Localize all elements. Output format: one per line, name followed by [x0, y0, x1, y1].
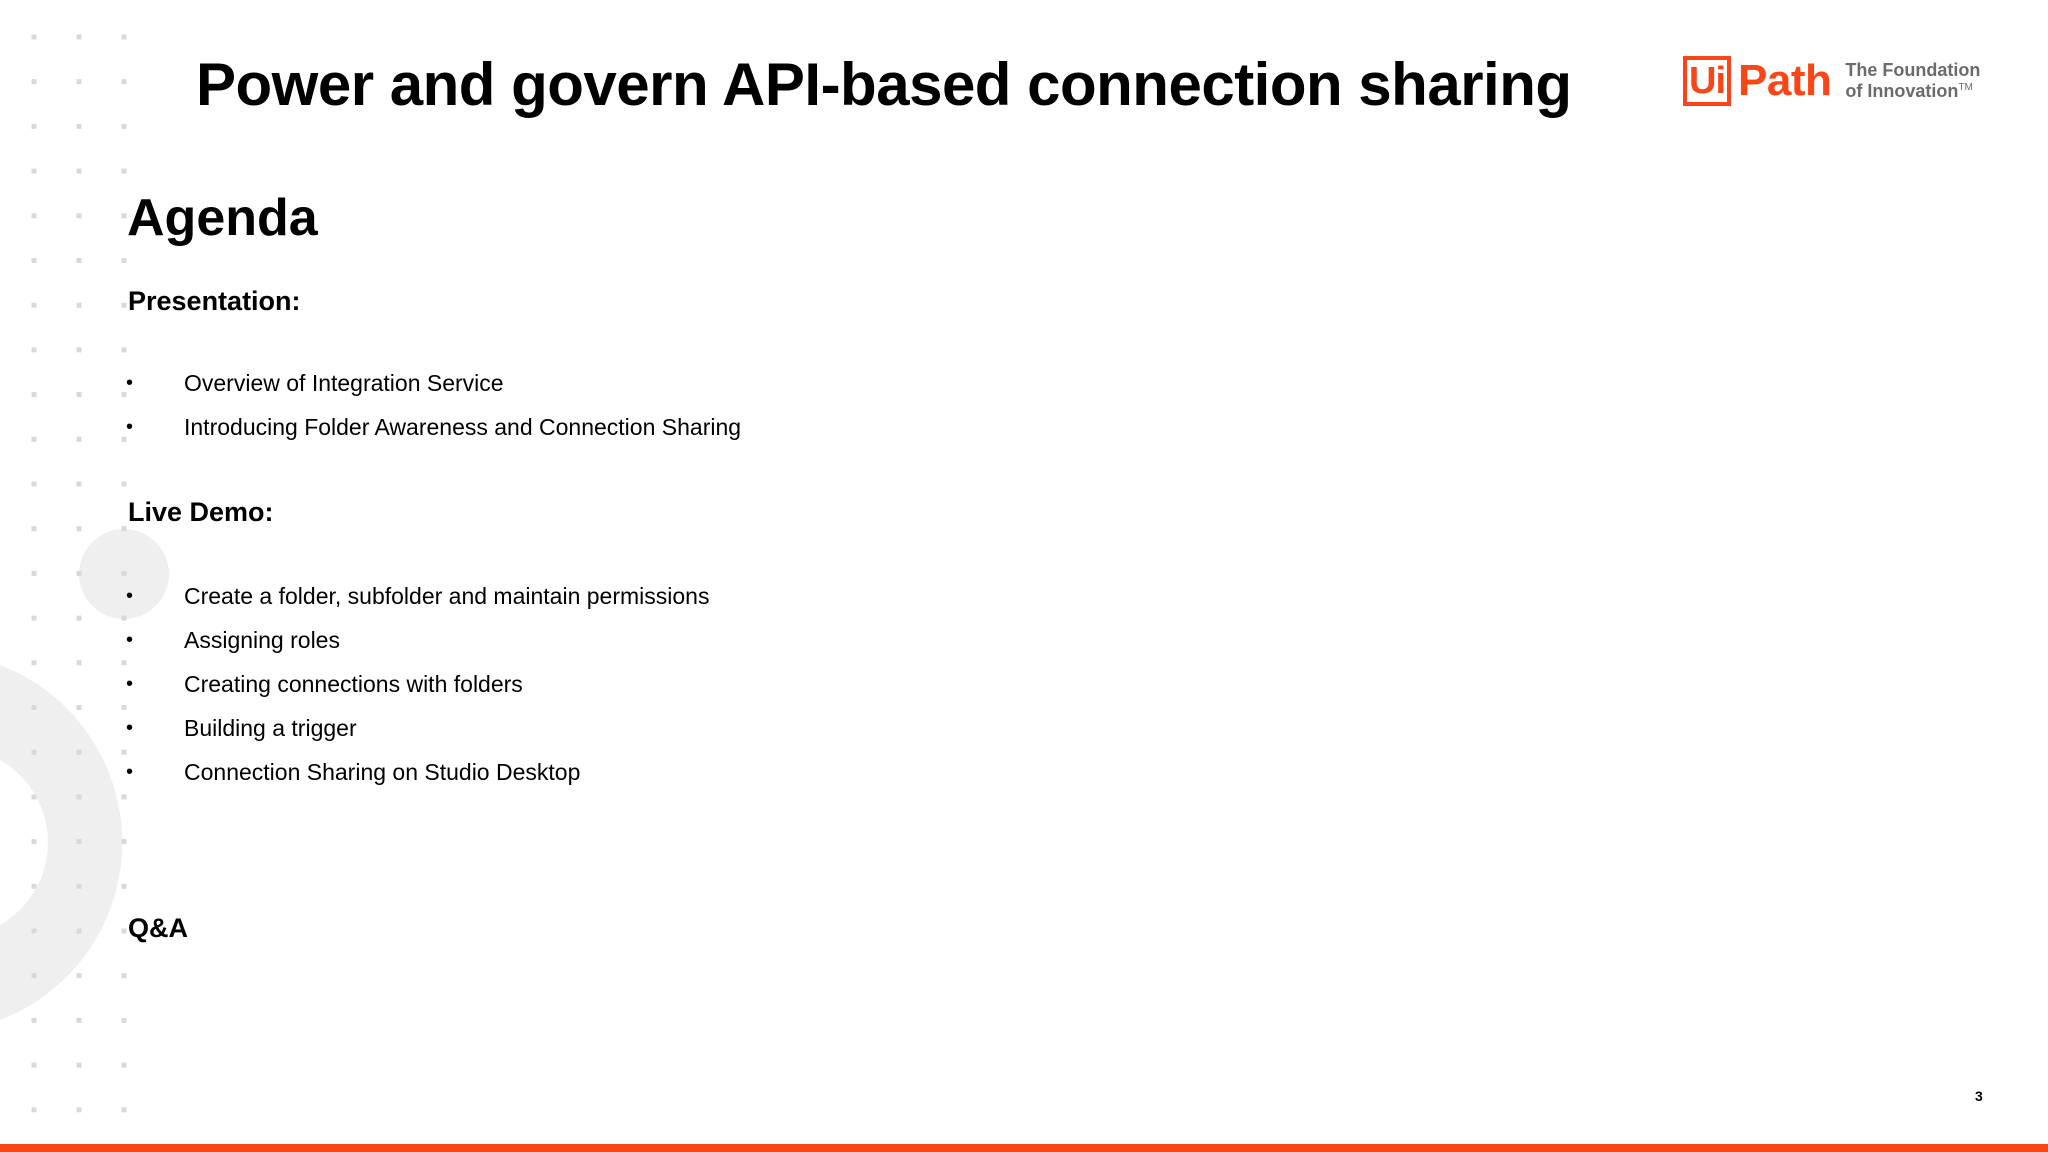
grid-dot [32, 929, 37, 934]
grid-dot [77, 437, 82, 442]
grid-dot [122, 213, 127, 218]
bullet-icon: • [126, 760, 134, 783]
grid-dot [77, 705, 82, 710]
logo-ui-box: Ui [1683, 56, 1731, 106]
grid-dot [77, 1063, 82, 1068]
grid-dot [77, 213, 82, 218]
grid-dot [77, 884, 82, 889]
list-item [126, 574, 709, 618]
grid-dot [32, 124, 37, 129]
grid-dot [122, 794, 127, 799]
logo-tagline-line1: The Foundation [1845, 60, 1981, 80]
logo-tagline [1845, 62, 1980, 100]
grid-dot [122, 929, 127, 934]
qa-label: Q&A [128, 913, 188, 943]
list-item [126, 662, 709, 706]
grid-dot [32, 169, 37, 174]
presentation-list [126, 361, 741, 449]
bullet-icon: • [126, 415, 134, 438]
list-item-text: Connection Sharing on Studio Desktop [184, 758, 581, 785]
list-item [126, 405, 741, 449]
bullet-icon: • [126, 672, 134, 695]
grid-dot [122, 482, 127, 487]
grid-dot [77, 660, 82, 665]
live-demo-label: Live Demo: [128, 497, 274, 527]
list-item [126, 750, 709, 794]
grid-dot [77, 79, 82, 84]
grid-dot [77, 750, 82, 755]
grid-dot [77, 482, 82, 487]
grid-dot [77, 794, 82, 799]
grid-dot [32, 347, 37, 352]
grid-dot [122, 35, 127, 40]
page-number: 3 [1975, 1088, 1983, 1104]
trademark-mark: TM [1958, 82, 1973, 93]
grid-dot [122, 1063, 127, 1068]
grid-dot [77, 1018, 82, 1023]
list-item-text: Overview of Integration Service [184, 369, 504, 396]
grid-dot [77, 526, 82, 531]
grid-dot [122, 884, 127, 889]
grid-dot [122, 79, 127, 84]
grid-dot [32, 35, 37, 40]
grid-dot [77, 571, 82, 576]
grid-dot [122, 1018, 127, 1023]
grid-dot [32, 616, 37, 621]
list-item-text: Building a trigger [184, 714, 357, 741]
grid-dot [122, 1107, 127, 1112]
grid-dot [32, 1063, 37, 1068]
grid-dot [32, 794, 37, 799]
grid-dot [122, 169, 127, 174]
bottom-accent-bar [0, 1144, 2048, 1152]
list-item-text: Assigning roles [184, 626, 340, 653]
grid-dot [122, 839, 127, 844]
grid-dot [122, 303, 127, 308]
grid-dot [32, 303, 37, 308]
grid-dot [77, 973, 82, 978]
grid-dot [122, 124, 127, 129]
list-item-text: Creating connections with folders [184, 670, 523, 697]
grid-dot [32, 79, 37, 84]
bullet-icon: • [126, 584, 134, 607]
grid-dot [77, 929, 82, 934]
grid-dot [32, 258, 37, 263]
grid-dot [32, 571, 37, 576]
grid-dot [122, 347, 127, 352]
grid-dot [32, 437, 37, 442]
grid-dot [77, 169, 82, 174]
grid-dot [32, 973, 37, 978]
grid-dot [32, 660, 37, 665]
bullet-icon: • [126, 716, 134, 739]
grid-dot [77, 35, 82, 40]
logo-path-text: Path [1738, 56, 1832, 105]
grid-dot [77, 616, 82, 621]
presentation-label: Presentation: [128, 286, 301, 316]
grid-dot [32, 482, 37, 487]
grid-dot [32, 705, 37, 710]
grid-dot [77, 347, 82, 352]
bullet-icon: • [126, 628, 134, 651]
grid-dot [122, 258, 127, 263]
list-item [126, 706, 709, 750]
grid-dot [77, 124, 82, 129]
grid-dot [32, 1018, 37, 1023]
logo-tagline-line2: of Innovation™ [1845, 81, 1973, 101]
bullet-icon: • [126, 371, 134, 394]
grid-dot [77, 1107, 82, 1112]
grid-dot [77, 303, 82, 308]
live-demo-list [126, 574, 709, 794]
grid-dot [32, 1107, 37, 1112]
uipath-logo [1683, 56, 1980, 106]
grid-dot [77, 839, 82, 844]
list-item [126, 361, 741, 405]
list-item [126, 618, 709, 662]
grid-dot [32, 392, 37, 397]
grid-dot [77, 258, 82, 263]
dot-grid-decoration [0, 0, 140, 1152]
list-item-text: Create a folder, subfolder and maintain permissions [184, 582, 710, 609]
grid-dot [32, 750, 37, 755]
grid-dot [32, 884, 37, 889]
grid-dot [77, 392, 82, 397]
grid-dot [122, 526, 127, 531]
grid-dot [32, 839, 37, 844]
list-item-text: Introducing Folder Awareness and Connection Sharing [184, 413, 742, 440]
grid-dot [122, 973, 127, 978]
grid-dot [32, 526, 37, 531]
grid-dot [32, 213, 37, 218]
agenda-heading: Agenda [127, 189, 318, 247]
slide-title: Power and govern API-based connection sharing [196, 51, 1572, 118]
